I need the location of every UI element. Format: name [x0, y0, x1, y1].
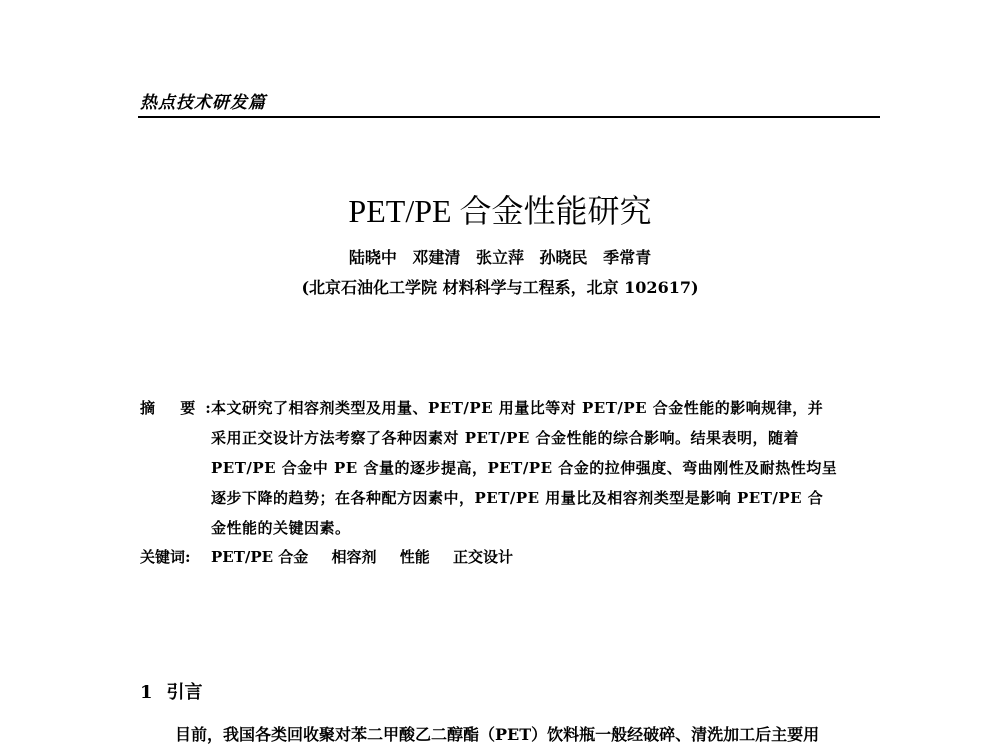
paper-affiliation: (北京石油化工学院 材料科学与工程系，北京 102617) [301, 278, 699, 297]
paper-title: PET/PE 合金性能研究 [348, 193, 652, 229]
section-title: 引言 [166, 682, 203, 703]
abstract-line: PET/PE 合金中 PE 含量的逐步提高，PET/PE 合金的拉伸强度、弯曲刚性及耐热性均呈 [211, 459, 838, 477]
keywords-list [211, 546, 531, 567]
keyword-item: 正交设计 [453, 548, 514, 566]
journal-section-header: 热点技术研发篇 [140, 93, 266, 113]
abstract-line: 金性能的关键因素。 [211, 519, 351, 537]
abstract-line: 逐步下降的趋势；在各种配方因素中，PET/PE 用量比及相容剂类型是影响 PET/PE 合 [211, 489, 824, 507]
abstract-label: 摘 要: [140, 399, 221, 417]
body-paragraph-line: 目前，我国各类回收聚对苯二甲酸乙二醇酯（PET）饮料瓶一般经破碎、清洗加工后主要用 [175, 725, 820, 744]
abstract-line: 采用正交设计方法考察了各种因素对 PET/PE 合金性能的综合影响。结果表明，随着 [211, 429, 800, 447]
paper-authors: 陆晓中 邓建清 张立萍 孙晓民 季常青 [348, 248, 652, 267]
keywords-label: 关键词: [140, 548, 191, 566]
keyword-item: 性能 [399, 548, 430, 566]
header-divider [138, 116, 880, 118]
keyword-item: 相容剂 [331, 548, 377, 566]
section-heading [140, 678, 203, 704]
abstract-line: 本文研究了相容剂类型及用量、PET/PE 用量比等对 PET/PE 合金性能的影响规律，并 [211, 399, 824, 417]
keyword-item: PET/PE 合金 [211, 548, 309, 566]
section-number: 1 [140, 682, 153, 703]
